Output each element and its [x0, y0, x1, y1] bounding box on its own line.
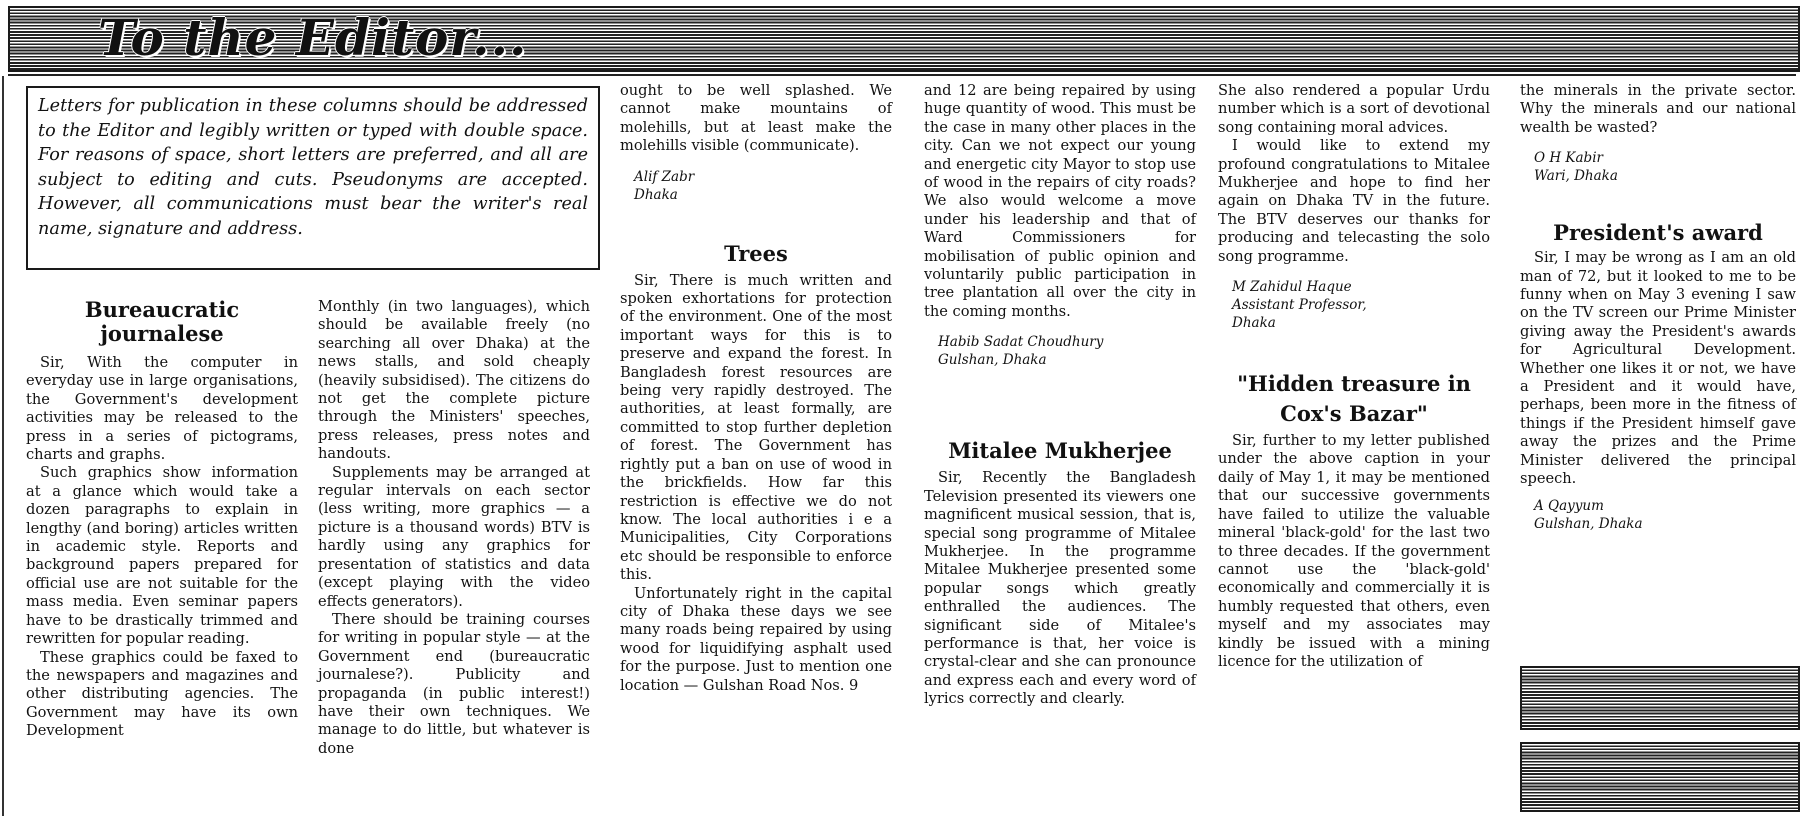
signature-title: Assistant Professor,	[1232, 297, 1367, 314]
letter-paragraph: She also rendered a popular Urdu number which is a sort of devotional song containing moral advices.	[1218, 82, 1490, 136]
signature-name: A Qayyum	[1534, 497, 1604, 514]
masthead-banner	[8, 6, 1800, 72]
editor-notice-box: Letters for publication in these columns should be addressed to the Editor and legibly written or typed with double space. For reasons of space, short letters are preferred, and all are subject to editing and cuts. Pseudonyms are accepted. However, all communications must bear the writer's real name, signature and address.	[26, 86, 600, 270]
letter-paragraph: Unfortunately right in the capital city of Dhaka these days we see many roads being repaired by using wood for liquidifying asphalt used for the purpose. Just to mention one location — Gulshan Road Nos. 9	[620, 584, 892, 694]
top-rule	[8, 74, 1796, 76]
letter-paragraph: ought to be well splashed. We cannot make mountains of molehills, but at least make the molehills visible (communicate).	[620, 82, 892, 155]
ad-block-lower	[1520, 742, 1800, 812]
letter-paragraph: and 12 are being repaired by using huge quantity of wood. This must be the case in many other places in the city. Can we not expect our young and energetic city Mayor to stop use of wood in the repairs of city roads? We also would welcome a move under his leadership and that of Ward Commissioners for mobilisation of public opinion and voluntarily public participation in tree plantation all over the city in the coming months.	[924, 82, 1196, 320]
column-3	[620, 82, 892, 695]
signature-place: Dhaka	[634, 186, 678, 203]
letter-paragraph: These graphics could be faxed to the newspapers and magazines and other distributing agencies. The Government may have its own Development	[26, 648, 298, 740]
column-6	[1520, 82, 1796, 533]
headline-hidden-treasure-line2: Cox's Bazar"	[1280, 401, 1428, 427]
signature-place: Gulshan, Dhaka	[1534, 515, 1643, 532]
signature-place: Gulshan, Dhaka	[938, 352, 1047, 369]
letter-paragraph: the minerals in the private sector. Why the minerals and our national wealth be wasted?	[1520, 82, 1796, 136]
column-1	[26, 298, 298, 741]
letter-paragraph: Sir, I may be wrong as I am an old man of 72, but it looked to me to be funny when on May 3 evening I saw on the TV screen our Prime Minister giving away the President's awards for Agricultural Development. Whether one likes it or not, we have a President and it would have, perhaps, been more in the fitness of things if the President himself gave away the prizes and the Prime Minister delivered the principal speech.	[1520, 249, 1796, 488]
column-4	[924, 82, 1196, 709]
column-2	[318, 298, 590, 758]
left-rule	[2, 76, 4, 816]
ad-block-upper	[1520, 666, 1800, 730]
letter-paragraph: Monthly (in two languages), which should be available freely (no searching all over Dhaka) at the news stalls, and sold cheaply (heavily subsidised). The citizens do not get the complete picture through the Ministers' speeches, press releases, press notes and handouts.	[318, 298, 590, 463]
headline-trees: Trees	[724, 240, 788, 266]
headline-bureaucratic: Bureaucratic journalese	[84, 297, 240, 346]
letter-paragraph: Sir, With the computer in everyday use in large organisations, the Government's development activities may be released to the press in a series of pictograms, charts and graphs.	[26, 354, 298, 464]
signature-name: Alif Zabr	[634, 168, 695, 185]
signature-place: Wari, Dhaka	[1534, 168, 1618, 185]
signature-name: M Zahidul Haque	[1232, 279, 1352, 296]
section-title: To the Editor...	[98, 8, 528, 67]
letter-paragraph: Sir, There is much written and spoken exhortations for protection of the environment. One of the most important ways for this is to preserve and expand the forest. In Bangladesh forest resources are being very rapidly destroyed. The authorities, at least formally, are committed to stop further depletion of forest. The Government has rightly put a ban on use of wood in the brickfields. How far this restriction is effective we do not know. The local authorities i e a Municipalities, City Corporations etc should be responsible to enforce this.	[620, 271, 892, 584]
headline-hidden-treasure-line1: "Hidden treasure in	[1237, 371, 1471, 397]
signature-name: O H Kabir	[1534, 150, 1603, 167]
signature-name: Habib Sadat Choudhury	[938, 334, 1104, 351]
letter-paragraph: Sir, Recently the Bangladesh Television presented its viewers one magnificent musical session, that is, special song programme of Mitalee Mukherjee. In the programme Mitalee Mukherjee presented some popular songs which greatly enthralled the audiences. The significant side of Mitalee's performance is that, her voice is crystal-clear and she can pronounce and express each and every word of lyrics correctly and clearly.	[924, 469, 1196, 708]
letter-paragraph: Supplements may be arranged at regular intervals on each sector (less writing, more graphics — a picture is a thousand words) BTV is hardly using any graphics for presentation of statistics and data (except playing with the video effects generators).	[318, 463, 590, 610]
letter-paragraph: There should be training courses for writing in popular style — at the Government end (bureaucratic journalese?). Publicity and propaganda (in public interest!) have their own techniques. We manage to do little, but whatever is done	[318, 610, 590, 757]
headline-mitalee: Mitalee Mukherjee	[948, 438, 1172, 464]
letter-paragraph: Sir, further to my letter published under the above caption in your daily of May 1, it may be mentioned that our successive governments have failed to utilize the valuable mineral 'black-gold' for the last two to three decades. If the government cannot use the 'black-gold' economically and commercially it is humbly requested that others, even myself and my associates may kindly be issued with a mining licence for the utilization of	[1218, 432, 1490, 670]
letter-paragraph: Such graphics show information at a glance which would take a dozen paragraphs to explain in lengthy (and boring) articles written in academic style. Reports and background papers prepared for official use are not suitable for the mass media. Even seminar papers have to be drastically trimmed and rewritten for popular reading.	[26, 464, 298, 648]
signature-place: Dhaka	[1232, 315, 1276, 332]
column-5	[1218, 82, 1490, 671]
headline-president-award: President's award	[1553, 220, 1763, 246]
letter-paragraph: I would like to extend my profound congratulations to Mitalee Mukherjee and hope to find her again on Dhaka TV in the future. The BTV deserves our thanks for producing and telecasting the solo song programme.	[1218, 137, 1490, 265]
